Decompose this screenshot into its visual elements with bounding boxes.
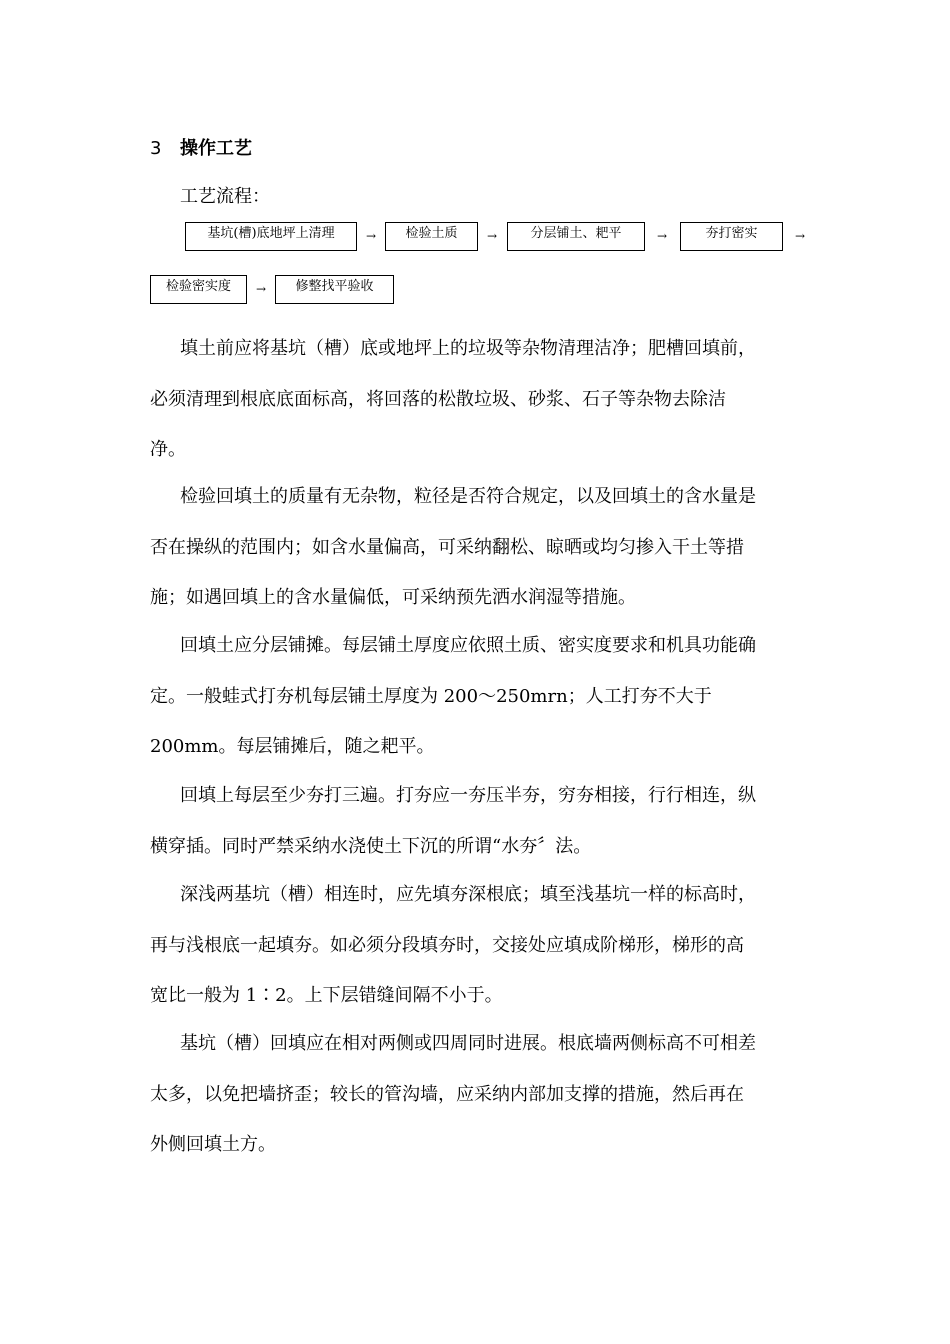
section-heading — [150, 134, 252, 160]
section-number: 3 — [150, 138, 162, 159]
paragraph-line: 定。一般蛙式打夯机每层铺土厚度为 200～250mrn；人工打夯不大于 — [150, 685, 712, 707]
flow-arrow-1: → — [366, 229, 377, 243]
paragraph-line: 深浅两基坑（槽）相连时，应先填夯深根底；填至浅基坑一样的标高时， — [180, 884, 756, 905]
flow-step-3: 分层铺土、耙平 — [507, 222, 645, 251]
paragraph-line: 200mm。每层铺摊后，随之耙平。 — [150, 736, 435, 757]
paragraph-line: 施；如遇回填上的含水量偏低，可采纳预先洒水润湿等措施。 — [150, 587, 636, 608]
flow-arrow-3: → — [657, 229, 668, 243]
paragraph-line: 外侧回填土方。 — [150, 1134, 276, 1155]
paragraph-line: 回填上每层至少夯打三遍。打夯应一夯压半夯，穷夯相接，行行相连，纵 — [180, 785, 756, 806]
paragraph-line: 填土前应将基坑（槽）底或地坪上的垃圾等杂物清理洁净；肥槽回填前， — [180, 338, 756, 359]
flow-step-2: 检验土质 — [385, 222, 478, 251]
paragraph-line: 宽比一般为 1∶2。上下层错缝间隔不小于。 — [150, 985, 503, 1006]
flow-step-4: 夯打密实 — [680, 222, 783, 251]
flow-step-5: 检验密实度 — [150, 275, 247, 304]
paragraph-cleanup — [150, 324, 796, 476]
paragraph-line: 必须清理到根底底面标高，将回落的松散垃圾、砂浆、石子等杂物去除洁 — [150, 388, 726, 410]
paragraph-line: 检验回填土的质量有无杂物，粒径是否符合规定，以及回填土的含水量是 — [180, 486, 756, 507]
paragraph-line: 回填土应分层铺摊。每层铺土厚度应依照土质、密实度要求和机具功能确 — [180, 635, 756, 656]
paragraph-layering — [150, 621, 796, 773]
paragraph-tamping — [150, 771, 796, 872]
paragraph-soil-check — [150, 472, 796, 624]
flow-step-6: 修整找平验收 — [275, 275, 394, 304]
paragraph-symmetric-fill — [150, 1019, 796, 1171]
paragraph-line: 基坑（槽）回填应在相对两侧或四周同时进展。根底墙两侧标高不可相差 — [180, 1033, 756, 1054]
flow-step-1: 基坑(槽)底地坪上清理 — [185, 222, 357, 251]
flow-arrow-4: → — [795, 229, 806, 243]
paragraph-line: 横穿插。同时严禁采纳水浇使土下沉的所谓“水夯〞法。 — [150, 835, 592, 857]
flow-arrow-2: → — [487, 229, 498, 243]
flow-label: 工艺流程： — [180, 186, 270, 207]
flow-arrow-5: → — [256, 282, 267, 296]
paragraph-line: 太多，以免把墙挤歪；较长的管沟墙，应采纳内部加支撑的措施，然后再在 — [150, 1083, 744, 1105]
paragraph-connected-pits — [150, 870, 796, 1022]
section-title: 操作工艺 — [180, 138, 252, 159]
paragraph-line: 否在操纵的范围内；如含水量偏高，可采纳翻松、晾晒或均匀掺入干土等措 — [150, 536, 744, 558]
paragraph-line: 净。 — [150, 439, 186, 460]
paragraph-line: 再与浅根底一起填夯。如必须分段填夯时，交接处应填成阶梯形，梯形的高 — [150, 934, 744, 956]
